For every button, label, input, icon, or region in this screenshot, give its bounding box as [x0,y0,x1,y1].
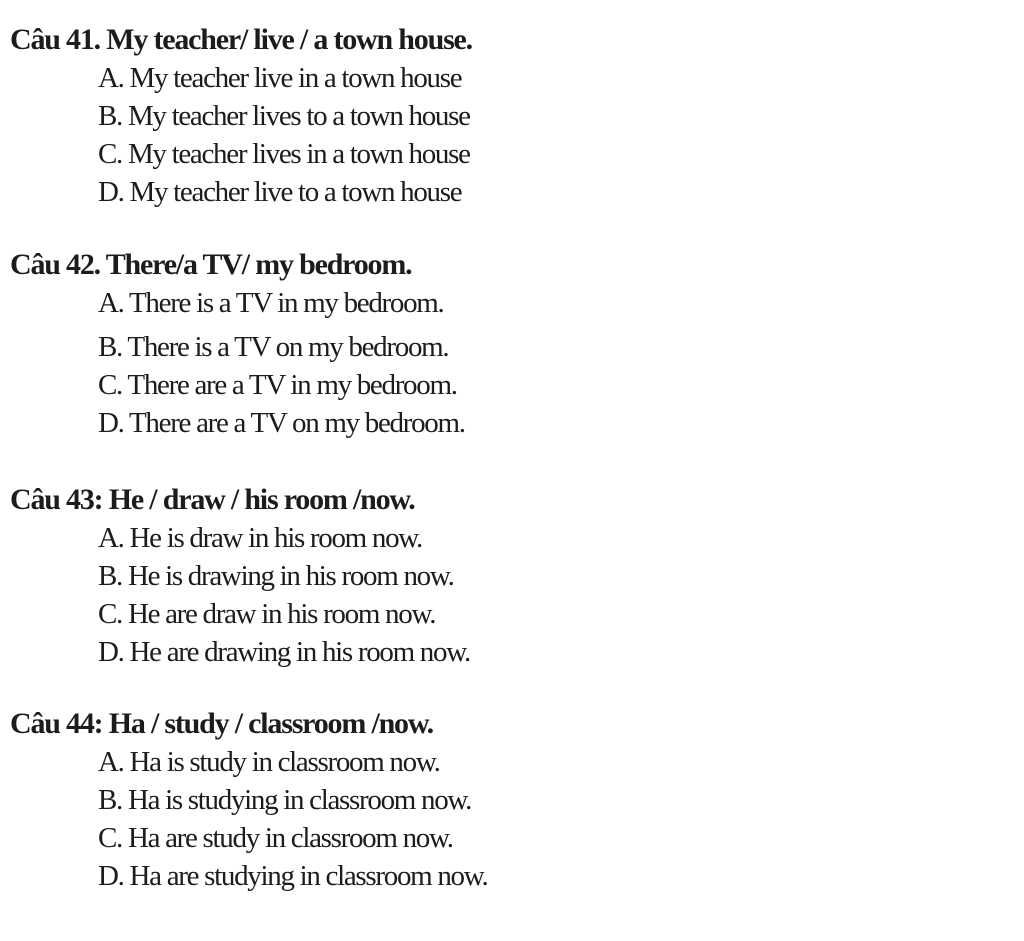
question-44 [10,705,710,895]
question-43 [10,481,710,671]
option-c: C. He are draw in his room now. [98,598,436,630]
option-c: C. Ha are study in classroom now. [98,822,453,854]
answer-options [10,284,710,442]
option-b: B. There is a TV on my bedroom. [98,331,449,363]
question-stem: Câu 43: He / draw / his room /now. [10,483,415,516]
answer-options [10,59,710,211]
option-c: C. My teacher lives in a town house [98,138,470,170]
question-stem: Câu 41. My teacher/ live / a town house. [10,23,472,56]
option-d: D. My teacher live to a town house [98,176,462,208]
option-d: D. There are a TV on my bedroom. [98,407,465,439]
option-b: B. He is drawing in his room now. [98,560,454,592]
question-stem: Câu 42. There/a TV/ my bedroom. [10,248,412,281]
option-c: C. There are a TV in my bedroom. [98,369,457,401]
option-d: D. Ha are studying in classroom now. [98,860,488,892]
question-stem: Câu 44: Ha / study / classroom /now. [10,707,433,740]
option-a: A. There is a TV in my bedroom. [98,287,444,319]
answer-options [10,519,710,671]
option-d: D. He are drawing in his room now. [98,636,470,668]
option-b: B. My teacher lives to a town house [98,100,470,132]
answer-options [10,743,710,895]
question-41 [10,21,710,211]
option-a: A. He is draw in his room now. [98,522,422,554]
option-a: A. My teacher live in a town house [98,62,462,94]
option-a: A. Ha is study in classroom now. [98,746,440,778]
option-b: B. Ha is studying in classroom now. [98,784,472,816]
question-42 [10,246,710,442]
